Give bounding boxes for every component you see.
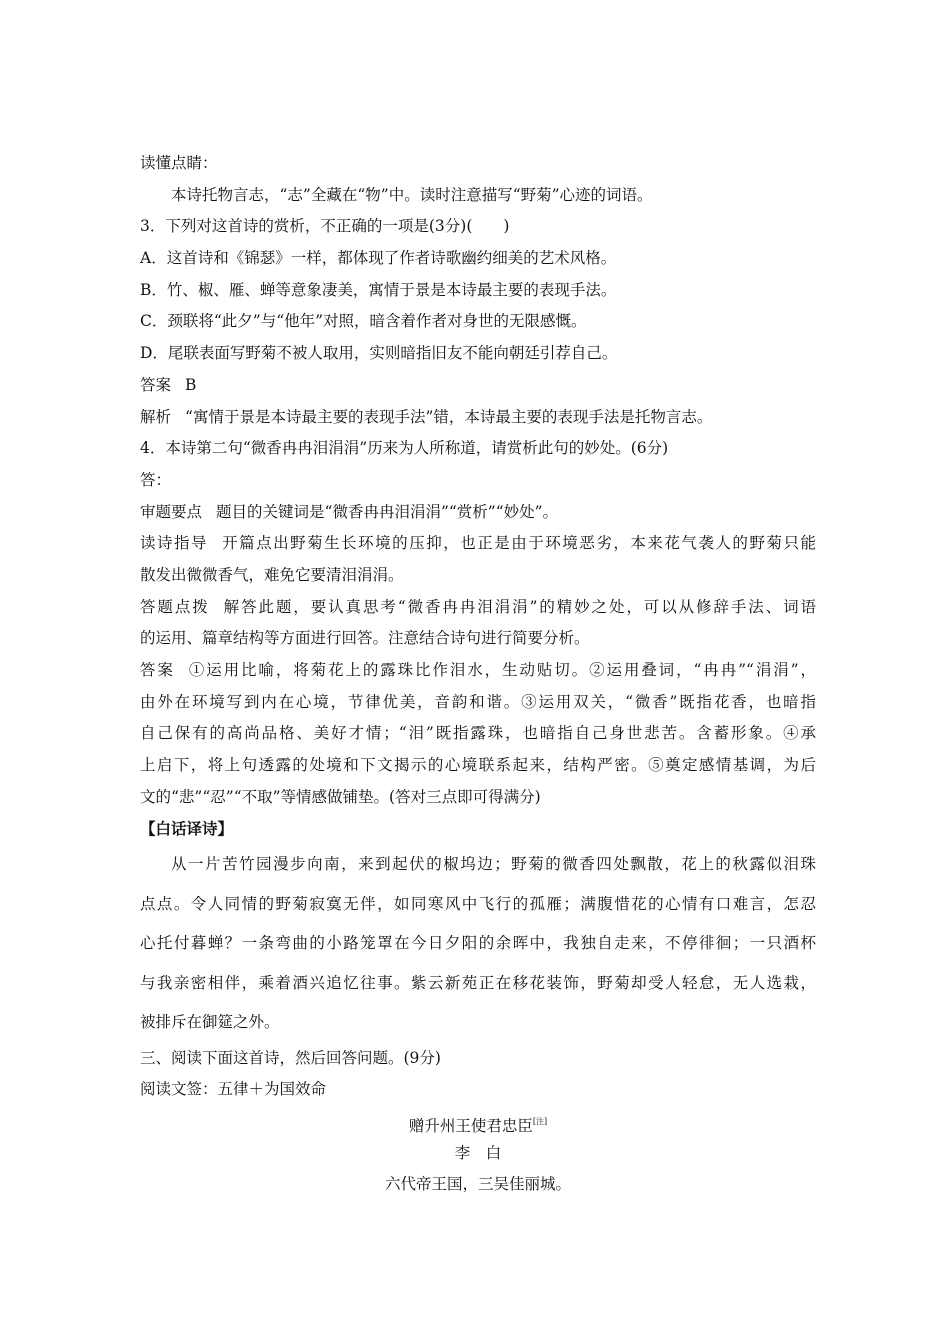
- reading-tip-heading: 读懂点睛：: [140, 154, 218, 172]
- question-3-option-b: B．竹、椒、雁、蝉等意象凄美，寓情于景是本诗最主要的表现手法。: [140, 280, 617, 299]
- question-4-tips-line-1: [140, 592, 816, 624]
- question-3-option-c: C．颈联将“此夕”与“他年”对照，暗含着作者对身世的无限感慨。: [140, 312, 587, 331]
- question-3-analysis: [140, 402, 816, 434]
- translation-line-2: 点点。令人同情的野菊寂寞无伴，如同寒风中飞行的孤雁；满腹惜花的心情有口难言，怎忍: [140, 894, 816, 913]
- question-4-answer-line-1: [140, 655, 816, 687]
- translation-line-5: 被排斥在御筵之外。: [140, 1013, 280, 1032]
- translation-text: [140, 845, 816, 1043]
- question-4-key-points: [140, 497, 816, 529]
- poem-note-mark: [注]: [532, 1117, 548, 1126]
- q4-answer-label: 答案: [140, 661, 175, 679]
- document-body: [140, 148, 816, 1201]
- question-4-answer-prompt: 答：: [140, 470, 172, 489]
- translation-line-1: 从一片苦竹园漫步向南，来到起伏的椒坞边；野菊的微香四处飘散，花上的秋露似泪珠: [171, 855, 816, 874]
- tips-label: 答题点拨: [140, 597, 210, 616]
- poem-author: 李 白: [454, 1143, 502, 1162]
- guide-label: 读诗指导: [140, 534, 209, 553]
- analysis-text: “寓情于景是本诗最主要的表现手法”错，本诗最主要的表现手法是托物言志。: [185, 407, 713, 426]
- translation-line-4: 与我亲密相伴，乘着酒兴追忆往事。紫云新苑正在移花装饰，野菊却受人轻怠，无人选栽，: [140, 973, 816, 992]
- question-4-stem: 4．本诗第二句“微香冉冉泪涓涓”历来为人所称道，请赏析此句的妙处。(6分): [140, 439, 669, 458]
- key-points-label: 审题要点: [140, 502, 203, 521]
- question-4-guide-line-1: [140, 528, 816, 560]
- reading-tip-text: 本诗托物言志，“志”全藏在“物”中。读时注意描写“野菊”心迹的词语。: [171, 185, 653, 204]
- question-4-tips-line-2: 的运用、篇章结构等方面进行回答。注意结合诗句进行简要分析。: [140, 629, 590, 648]
- poem-title: [140, 1106, 816, 1138]
- tips-text: 解答此题，要认真思考“微香冉冉泪涓涓”的精妙之处，可以从修辞手法、词语: [223, 597, 816, 616]
- question-3-stem: 3．下列对这首诗的赏析，不正确的一项是(3分)( ): [140, 217, 510, 236]
- analysis-label: 解析: [140, 407, 172, 426]
- answer-label: 答案: [140, 375, 172, 394]
- question-3-answer: [140, 370, 816, 402]
- question-4-answer-line-2: 由外在环境写到内在心境，节律优美，音韵和谐。③运用双关，“微香”既指花香，也暗指: [140, 692, 816, 711]
- question-3-option-a: A．这首诗和《锦瑟》一样，都体现了作者诗歌幽约细美的艺术风格。: [140, 249, 617, 268]
- section-3-heading: 三、阅读下面这首诗，然后回答问题。(9分): [140, 1048, 441, 1067]
- key-points-text: 题目的关键词是“微香冉冉泪涓涓”“赏析”“妙处”。: [216, 502, 559, 521]
- question-3-option-d: D．尾联表面写野菊不被人取用，实则暗指旧友不能向朝廷引荐自己。: [140, 344, 618, 363]
- question-4-answer-line-5: 文的“悲”“忍”“不取”等情感做铺垫。(答对三点即可得满分): [140, 787, 541, 806]
- question-4-guide-line-2: 散发出微微香气，难免它要清泪涓涓。: [140, 565, 404, 584]
- translation-line-3: 心托付暮蝉？一条弯曲的小路笼罩在今日夕阳的余晖中，我独自走来，不停徘徊；一只酒杯: [140, 934, 816, 953]
- question-4-answer-line-3: 自己保有的高尚品格、美好才情；“泪”既指露珠，也暗指自己身世悲苦。含蓄形象。④承: [140, 724, 816, 743]
- question-4-answer-line-4: 上启下，将上句透露的处境和下文揭示的心境联系起来，结构严密。⑤奠定感情基调，为后: [140, 756, 816, 775]
- poem-line-1: 六代帝王国，三吴佳丽城。: [384, 1175, 571, 1194]
- section-3-tag: 阅读文签：五律＋为国效命: [140, 1080, 327, 1099]
- answer-value: B: [185, 375, 197, 394]
- poem-title-text: 赠升州王使君忠臣: [408, 1117, 533, 1135]
- translation-heading: 【白话译诗】: [140, 819, 234, 839]
- guide-text: 开篇点出野菊生长环境的压抑，也正是由于环境恶劣，本来花气袭人的野菊只能: [222, 534, 816, 553]
- q4-answer-text: ①运用比喻，将菊花上的露珠比作泪水，生动贴切。②运用叠词，“冉冉”“涓涓”，: [188, 661, 816, 679]
